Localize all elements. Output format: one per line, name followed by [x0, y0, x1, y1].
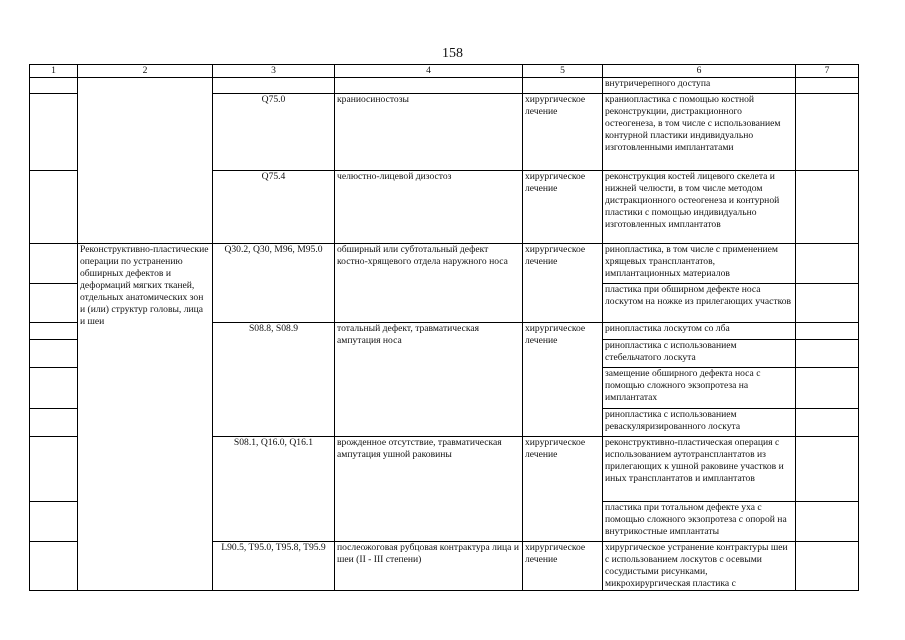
cell-model: врожденное отсутствие, травматическая ампутация ушной раковины	[335, 437, 523, 542]
cell-model	[335, 78, 523, 94]
cell-codes: L90.5, T95.0, T95.8, T95.9	[213, 542, 335, 591]
cell-treatment: пластика при обширном дефекте носа лоскутом на ножке из прилегающих участков	[603, 284, 796, 323]
cell-model: послеожоговая рубцовая контрактура лица и шеи (II - III степени)	[335, 542, 523, 591]
page-number: 158	[442, 46, 463, 61]
cell-model: челюстно-лицевой дизостоз	[335, 171, 523, 244]
cell-col7	[796, 542, 859, 591]
cell-treatment: пластика при тотальном дефекте уха с помощью сложного экзопротеза с опорой на внутрикостные имплантаты	[603, 502, 796, 542]
cell-col7	[796, 502, 859, 542]
table-row	[30, 244, 859, 284]
cell-treatment: ринопластика с использованием стебельчатого лоскута	[603, 340, 796, 368]
cell-treatment: ринопластика с использованием реваскуляризированного лоскута	[603, 409, 796, 437]
cell-col7	[796, 340, 859, 368]
cell-treatment: замещение обширного дефекта носа с помощью сложного экзопротеза на имплантатах	[603, 368, 796, 409]
cell-codes: S08.8, S08.9	[213, 323, 335, 437]
cell-treatment: реконструкция костей лицевого скелета и нижней челюсти, в том числе методом дистракционного остеогенеза и контурной пластики с помощью индивидуально изготовленных имплантатов	[603, 171, 796, 244]
cell-codes: S08.1, Q16.0, Q16.1	[213, 437, 335, 542]
cell-col7	[796, 323, 859, 340]
cell-group-name: Реконструктивно-пластические операции по устранению обширных дефектов и деформаций мягких тканей, отдельных анатомических зон и (или) структур головы, лица и шеи	[78, 244, 213, 591]
cell-treatment: ринопластика лоскутом со лба	[603, 323, 796, 340]
cell-col1	[30, 323, 78, 340]
cell-col7	[796, 94, 859, 171]
cell-type: хирургическое лечение	[523, 542, 603, 591]
cell-treatment: хирургическое устранение контрактуры шеи с использованием лоскутов с осевыми сосудистыми рисунками, микрохирургическая пластика с	[603, 542, 796, 591]
column-number-3: 3	[213, 65, 335, 78]
cell-col1	[30, 542, 78, 591]
cell-model: тотальный дефект, травматическая ампутация носа	[335, 323, 523, 437]
cell-col1	[30, 502, 78, 542]
column-number-5: 5	[523, 65, 603, 78]
cell-treatment: реконструктивно-пластическая операция с использованием аутотрансплантатов из прилегающих к ушной раковине участков и иных трансплантатов и имплантатов	[603, 437, 796, 502]
column-number-1: 1	[30, 65, 78, 78]
cell-col7	[796, 78, 859, 94]
cell-col7	[796, 368, 859, 409]
cell-col1	[30, 340, 78, 368]
cell-col1	[30, 437, 78, 502]
cell-model: обширный или субтотальный дефект костно-хрящевого отдела наружного носа	[335, 244, 523, 323]
column-number-4: 4	[335, 65, 523, 78]
cell-col2	[78, 78, 213, 244]
column-number-2: 2	[78, 65, 213, 78]
cell-col1	[30, 94, 78, 171]
cell-type: хирургическое лечение	[523, 323, 603, 437]
cell-col7	[796, 284, 859, 323]
cell-codes: Q30.2, Q30, M96, M95.0	[213, 244, 335, 323]
table-row	[30, 78, 859, 94]
cell-col7	[796, 244, 859, 284]
cell-col7	[796, 437, 859, 502]
cell-type: хирургическое лечение	[523, 171, 603, 244]
cell-treatment: краниопластика с помощью костной реконструкции, дистракционного остеогенеза, в том числе с использованием контурной пластики индивидуально изготовленными имплантатами	[603, 94, 796, 171]
cell-codes: Q75.0	[213, 94, 335, 171]
cell-model: краниосиностозы	[335, 94, 523, 171]
cell-col7	[796, 171, 859, 244]
cell-col1	[30, 78, 78, 94]
cell-col7	[796, 409, 859, 437]
cell-col1	[30, 409, 78, 437]
cell-type	[523, 78, 603, 94]
cell-col1	[30, 171, 78, 244]
cell-treatment: внутричерепного доступа	[603, 78, 796, 94]
cell-col1	[30, 284, 78, 323]
cell-type: хирургическое лечение	[523, 437, 603, 542]
cell-treatment: ринопластика, в том числе с применением хрящевых трансплантатов, имплантационных материалов	[603, 244, 796, 284]
column-number-7: 7	[796, 65, 859, 78]
column-number-6: 6	[603, 65, 796, 78]
cell-type: хирургическое лечение	[523, 244, 603, 323]
cell-codes: Q75.4	[213, 171, 335, 244]
cell-col1	[30, 368, 78, 409]
cell-codes	[213, 78, 335, 94]
cell-type: хирургическое лечение	[523, 94, 603, 171]
table-header-row	[30, 65, 859, 78]
cell-col1	[30, 244, 78, 284]
services-table	[29, 64, 859, 591]
